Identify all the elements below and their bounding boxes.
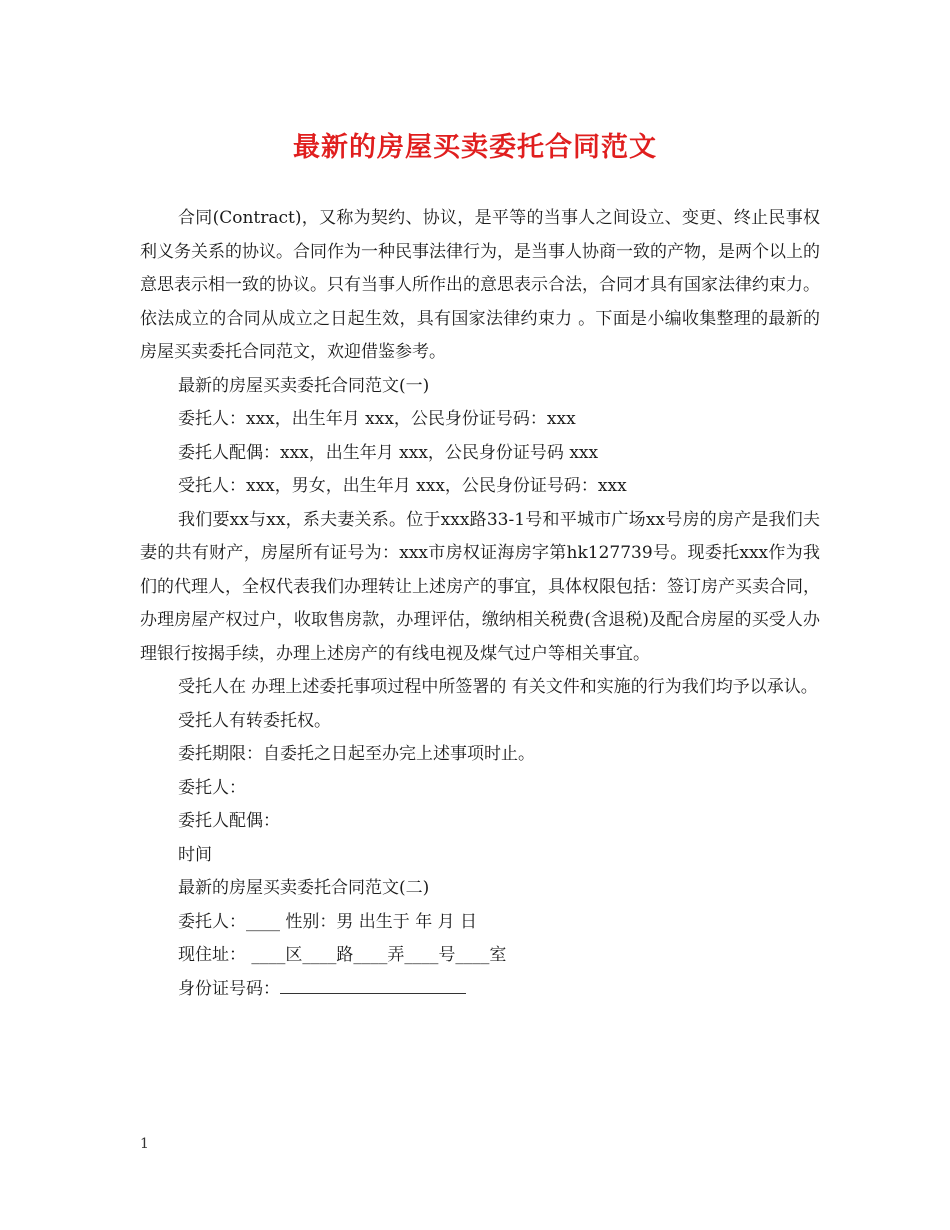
property-paragraph: 我们要xx与xx，系夫妻关系。位于xxx路33-1号和平城市广场xx号房的房产是我们夫妻的共有财产，房屋所有证号为：xxx市房权证海房字第hk127739号。现委托xxx作为我们的代理人，全权代表我们办理转让上述房产的事宜，具体权限包括：签订房产买卖合同，办理房屋产权过户，收取售房款，办理评估，缴纳相关税费(含退税)及配合房屋的买受人办理银行按揭手续，办理上述房产的有线电视及煤气过户等相关事宜。 [140,509,820,664]
document-body [140,202,820,1006]
acknowledge-paragraph: 受托人在 办理上述委托事项过程中所签署的 有关文件和实施的行为我们均予以承认。 [178,677,818,697]
form-id-line [140,973,820,1007]
entruster-line: 委托人：xxx，出生年月 xxx，公民身份证号码：xxx [178,409,576,429]
signature-spouse: 委托人配偶： [178,811,280,831]
signature-time: 时间 [178,844,212,865]
form-address-line: 现住址： ____区____路____弄____号____室 [178,945,507,965]
intro-paragraph: 合同(Contract)，又称为契约、协议，是平等的当事人之间设立、变更、终止民事权利义务关系的协议。合同作为一种民事法律行为，是当事人协商一致的产物，是两个以上的意思表示相一致的协议。只有当事人所作出的意思表示合法，合同才具有国家法律约束力。依法成立的合同从成立之日起生效，具有国家法律约束力 。下面是小编收集整理的最新的房屋买卖委托合同范文，欢迎借鉴参考。 [140,208,820,362]
form-entruster-line: 委托人：____ 性别：男 出生于 年 月 日 [178,911,478,932]
form-id-label: 身份证号码： [178,978,280,999]
page-number: 1 [140,1136,149,1152]
term-line: 委托期限：自委托之日起至办完上述事项时止。 [178,744,535,764]
trustee-line: 受托人：xxx，男女，出生年月 xxx，公民身份证号码：xxx [178,476,627,496]
id-number-blank [280,977,466,994]
section1-heading: 最新的房屋买卖委托合同范文(一) [178,375,430,396]
sub-entrust-line: 受托人有转委托权。 [178,710,331,731]
spouse-line: 委托人配偶：xxx，出生年月 xxx，公民身份证号码 xxx [178,442,599,463]
signature-entruster: 委托人： [178,777,246,798]
section2-heading: 最新的房屋买卖委托合同范文(二) [178,878,430,898]
document-title: 最新的房屋买卖委托合同范文 [293,132,657,163]
